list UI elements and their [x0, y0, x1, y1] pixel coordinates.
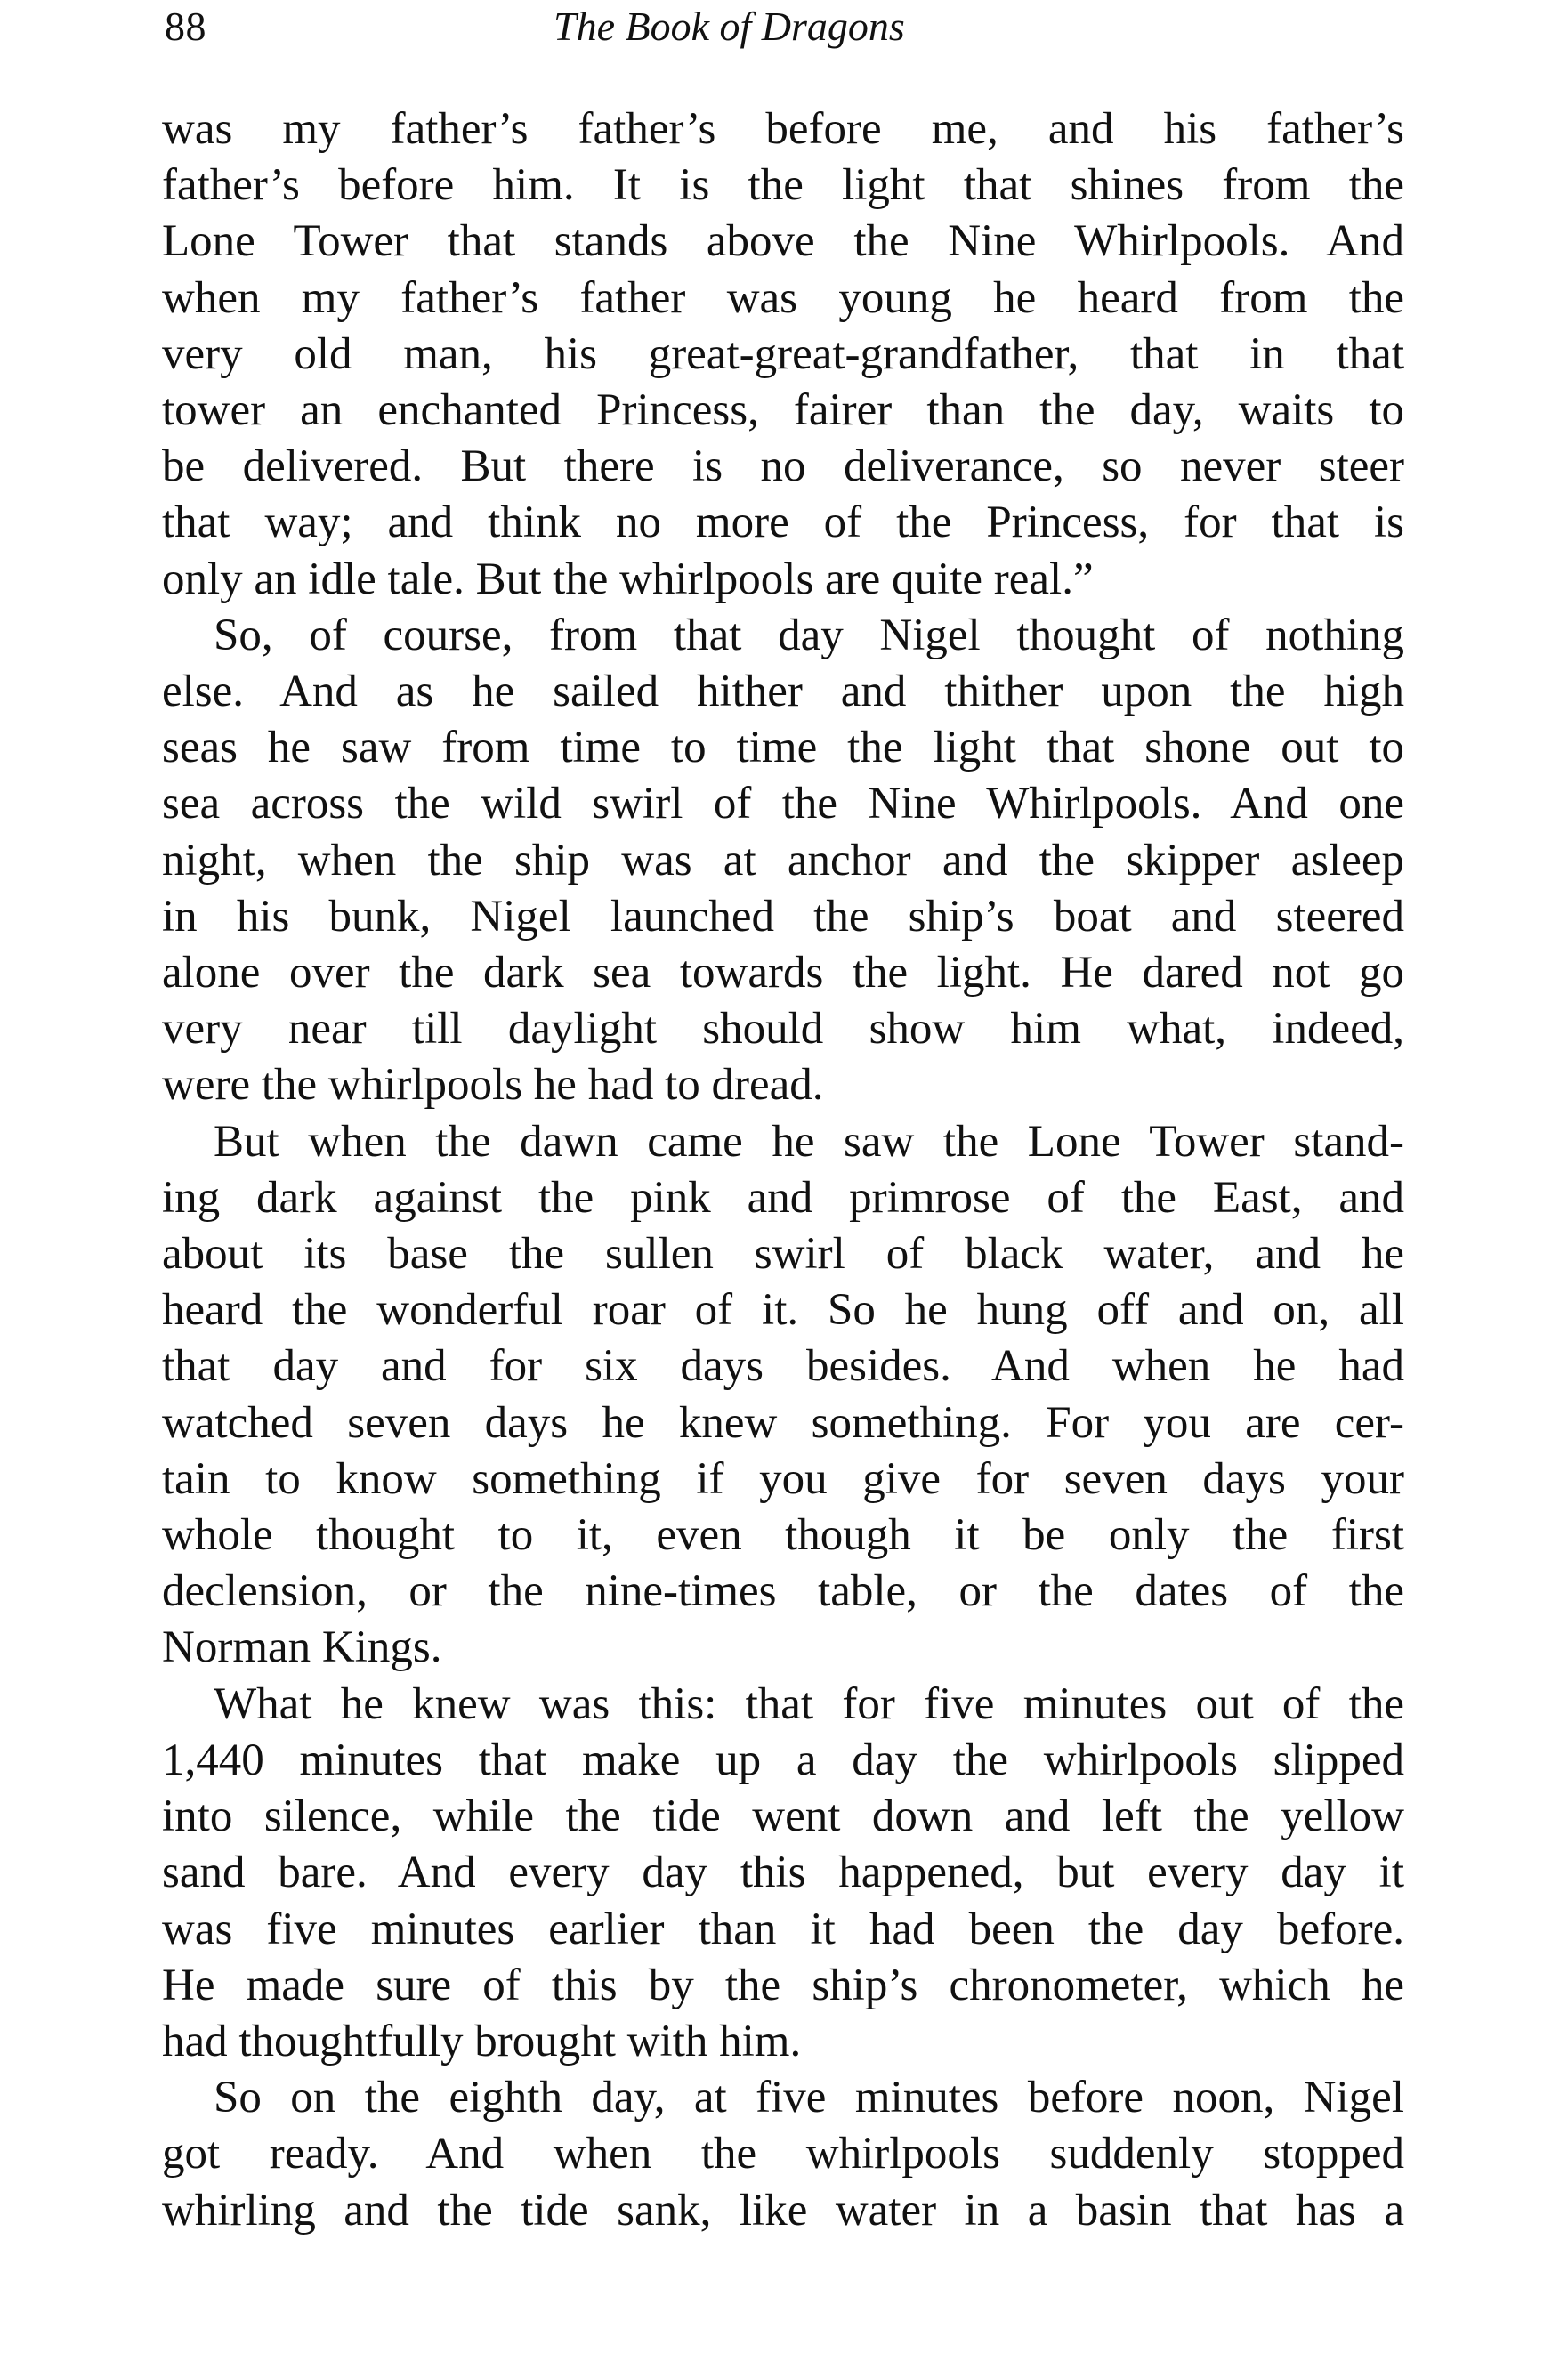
text-line: Lone Tower that stands above the Nine Whirlpools. And [162, 216, 1404, 267]
text-line: tain to know something if you give for seven days your [162, 1453, 1404, 1504]
text-line: sand bare. And every day this happened, but every day it [162, 1848, 1404, 1898]
text-line: sea across the wild swirl of the Nine Whirlpools. And one [162, 779, 1404, 829]
text-line: Norman Kings. [162, 1622, 442, 1673]
text-line: ing dark against the pink and primrose of the East, and [162, 1172, 1404, 1223]
text-line: He made sure of this by the ship’s chronometer, which he [162, 1960, 1404, 2010]
page-number: 88 [165, 4, 206, 49]
text-line: about its base the sullen swirl of black water, and he [162, 1229, 1404, 1280]
text-line: was my father’s father’s before me, and his father’s [162, 104, 1404, 154]
text-line: whirling and the tide sank, like water in a basin that has a [162, 2185, 1404, 2236]
text-line: night, when the ship was at anchor and the skipper asleep [162, 835, 1404, 885]
paragraph [162, 2070, 1404, 2239]
running-title: The Book of Dragons [554, 4, 905, 49]
text-line: declension, or the nine-times table, or the dates of the [162, 1566, 1404, 1617]
text-line: was five minutes earlier than it had been the day before. [162, 1904, 1404, 1954]
paragraph [162, 1114, 1404, 1677]
page-header [165, 0, 1410, 62]
paragraph [162, 608, 1404, 1114]
text-line: that way; and think no more of the Princess, for that is [162, 497, 1404, 548]
text-line: watched seven days he knew something. For you are cer- [162, 1397, 1404, 1448]
text-line: So, of course, from that day Nigel thought of nothing [214, 610, 1404, 660]
text-line: tower an enchanted Princess, fairer than the day, waits to [162, 385, 1404, 436]
text-line: alone over the dark sea towards the light. He dared not go [162, 948, 1404, 999]
text-line: into silence, while the tide went down and left the yellow [162, 1791, 1404, 1842]
text-line: only an idle tale. But the whirlpools are quite real.” [162, 554, 1094, 604]
paragraph [162, 1677, 1404, 2070]
text-line: seas he saw from time to time the light that shone out to [162, 723, 1404, 773]
text-line: had thoughtfully brought with him. [162, 2016, 802, 2066]
text-line: father’s before him. It is the light that shines from the [162, 160, 1404, 211]
text-line: But when the dawn came he saw the Lone Tower stand- [214, 1116, 1404, 1167]
paragraph [162, 101, 1404, 608]
text-line: very near till daylight should show him what, indeed, [162, 1004, 1404, 1055]
text-line: got ready. And when the whirlpools suddenly stopped [162, 2129, 1404, 2179]
text-line: heard the wonderful roar of it. So he hung off and on, all [162, 1285, 1404, 1336]
text-line: were the whirlpools he had to dread. [162, 1060, 824, 1111]
text-line: 1,440 minutes that make up a day the whirlpools slipped [162, 1734, 1404, 1785]
text-line: What he knew was this: that for five minutes out of the [214, 1678, 1404, 1729]
text-line: So on the eighth day, at five minutes before noon, Nigel [214, 2073, 1404, 2123]
text-line: in his bunk, Nigel launched the ship’s boat and steered [162, 891, 1404, 942]
text-line: else. And as he sailed hither and thither upon the high [162, 667, 1404, 717]
body-text [162, 101, 1404, 2239]
text-line: that day and for six days besides. And when he had [162, 1341, 1404, 1392]
text-line: be delivered. But there is no deliverance, so never steer [162, 441, 1404, 492]
text-line: whole thought to it, even though it be only the first [162, 1510, 1404, 1561]
text-line: very old man, his great-great-grandfather, that in that [162, 328, 1404, 379]
text-line: when my father’s father was young he heard from the [162, 272, 1404, 323]
